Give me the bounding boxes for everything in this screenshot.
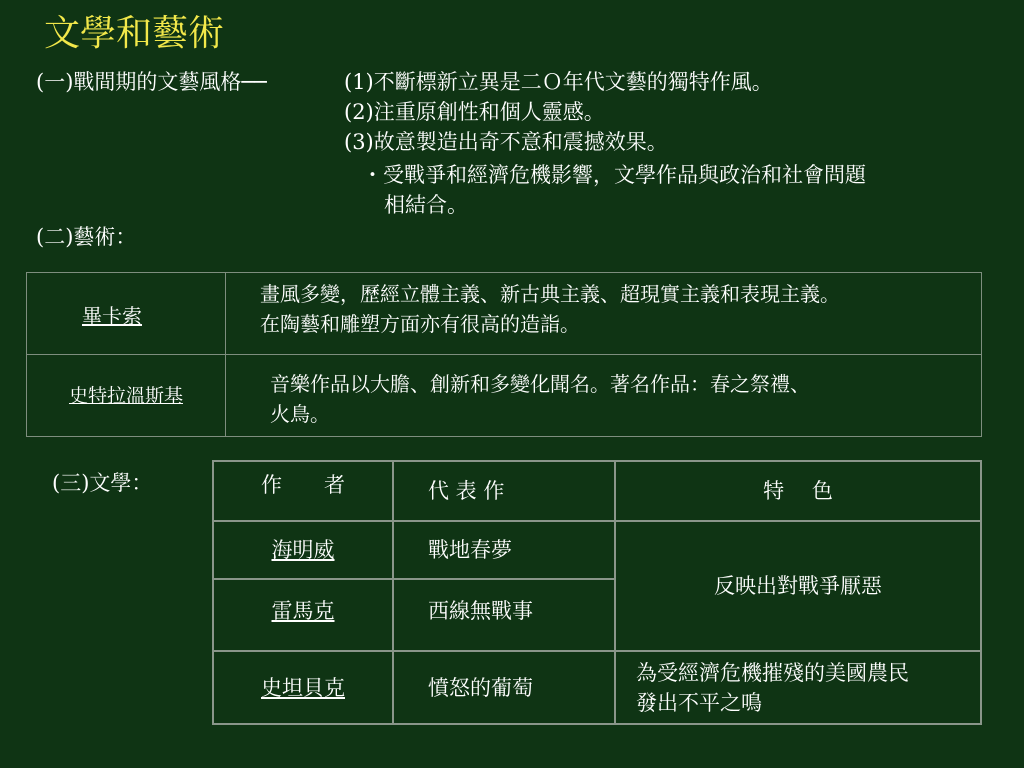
section2-heading: (二)藝術： <box>36 225 137 249</box>
section1-heading: (一)戰間期的文藝風格── <box>36 70 267 94</box>
section1-bullet-continued: 相結合。 <box>384 193 468 217</box>
art-row-picasso <box>27 273 982 355</box>
work-cell: 憤怒的葡萄 <box>393 651 615 724</box>
art-desc-cell <box>226 273 982 355</box>
art-desc-cell <box>226 355 982 437</box>
feature-line: 發出不平之鳴 <box>636 690 762 715</box>
art-row-stravinsky <box>27 355 982 437</box>
art-desc-line: 在陶藝和雕塑方面亦有很高的造詣。 <box>260 312 580 336</box>
table-row <box>213 651 981 724</box>
author-cell <box>213 521 393 579</box>
art-table <box>26 272 982 437</box>
author-link-hemingway[interactable]: 海明威 <box>271 538 335 562</box>
section3-heading: (三)文學： <box>52 471 153 495</box>
section1-point-3: (3)故意製造出奇不意和震撼效果。 <box>344 130 668 154</box>
art-name-cell <box>27 355 226 437</box>
table-row <box>213 521 981 579</box>
literature-header-row <box>213 461 981 521</box>
literature-table <box>212 460 982 725</box>
section1-point-2: (2)注重原創性和個人靈感。 <box>344 100 605 124</box>
author-cell <box>213 579 393 651</box>
author-link-remarque[interactable]: 雷馬克 <box>271 599 335 623</box>
art-desc-line: 音樂作品以大膽、創新和多變化聞名。著名作品：春之祭禮、 <box>270 372 810 396</box>
artist-link-picasso[interactable]: 畢卡索 <box>82 304 142 328</box>
header-feature: 特 色 <box>615 461 981 521</box>
section1-point-1: (1)不斷標新立異是二Ｏ年代文藝的獨特作風。 <box>344 70 773 94</box>
art-desc-line: 畫風多變，歷經立體主義、新古典主義、超現實主義和表現主義。 <box>260 282 840 306</box>
author-cell <box>213 651 393 724</box>
art-name-cell <box>27 273 226 355</box>
feature-cell-shared: 反映出對戰爭厭惡 <box>615 521 981 651</box>
slide-title: 文學和藝術 <box>44 13 225 54</box>
art-desc-line: 火鳥。 <box>270 402 330 426</box>
author-link-steinbeck[interactable]: 史坦貝克 <box>261 675 345 700</box>
header-author: 作 者 <box>213 461 393 521</box>
work-cell: 西線無戰事 <box>393 579 615 651</box>
header-work: 代 表 作 <box>393 461 615 521</box>
section1-bullet: ・受戰爭和經濟危機影響，文學作品與政治和社會問題 <box>362 163 866 187</box>
feature-line: 為受經濟危機摧殘的美國農民 <box>636 660 909 685</box>
work-cell: 戰地春夢 <box>393 521 615 579</box>
artist-link-stravinsky[interactable]: 史特拉溫斯基 <box>68 385 183 407</box>
feature-cell <box>615 651 981 724</box>
